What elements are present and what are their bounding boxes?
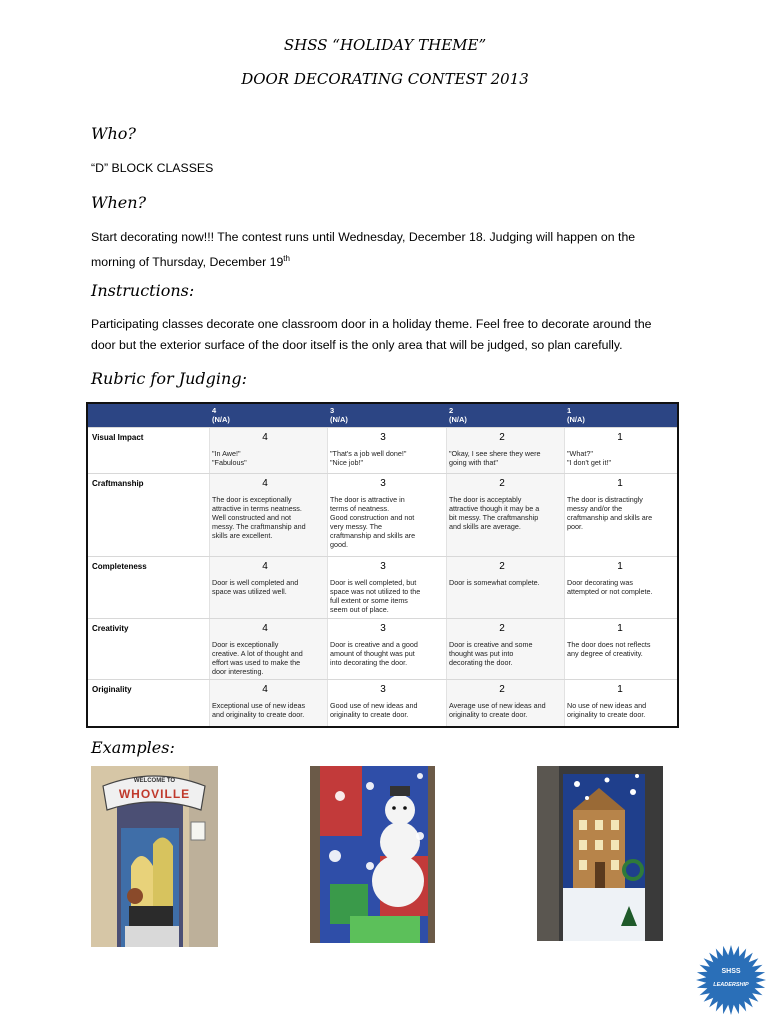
- score-value: 4: [262, 432, 268, 443]
- column-header-3: 3 (N/A): [330, 406, 348, 424]
- criterion-name: Originality: [92, 685, 132, 694]
- score-description-line: "Fabulous": [212, 458, 247, 467]
- when-line-2: morning of Thursday, December 19th: [91, 254, 290, 270]
- score-description-line: bit messy. The craftmanship: [449, 513, 539, 522]
- score-description-line: any degree of creativity.: [567, 649, 643, 658]
- score-value: 1: [617, 561, 623, 572]
- logo-top-text: SHSS: [721, 968, 741, 975]
- score-description-line: Good use of new ideas and: [330, 701, 418, 710]
- column-header-1: 1 (N/A): [567, 406, 585, 424]
- when-line-1: Start decorating now!!! The contest runs until Wednesday, December 18. Judging will happen on the: [91, 230, 636, 244]
- instructions-line-2: door but the exterior surface of the door itself is the only area that will be judged, so plan carefully.: [91, 338, 623, 352]
- column-header-4: 4 (N/A): [212, 406, 230, 424]
- score-description-line: originality to create door.: [567, 710, 646, 719]
- score-value: 3: [380, 684, 386, 695]
- score-value: 1: [617, 478, 623, 489]
- score-description-line: "That's a job well done!": [330, 449, 407, 458]
- score-value: 2: [499, 684, 505, 695]
- score-description-line: "Okay, I see shere they were: [449, 449, 541, 458]
- score-description-line: Door is well completed and: [212, 578, 299, 587]
- superscript-th: th: [283, 254, 290, 263]
- score-description-line: Door decorating was: [567, 578, 633, 587]
- score-description-line: into decorating the door.: [330, 658, 408, 667]
- rubric-row: [88, 473, 677, 557]
- score-value: 4: [262, 561, 268, 572]
- criterion-name: Visual Impact: [92, 433, 144, 442]
- score-value: 1: [617, 432, 623, 443]
- score-description-line: Door is creative and a good: [330, 640, 418, 649]
- who-text: “D” BLOCK CLASSES: [91, 161, 214, 175]
- rubric-heading: Rubric for Judging:: [91, 369, 247, 388]
- title-line-1: SHSS “HOLIDAY THEME”: [283, 36, 487, 54]
- whoville-sign-top: WELCOME TO: [133, 778, 176, 784]
- score-value: 3: [380, 432, 386, 443]
- score-description-line: craftmanship and skills are: [567, 513, 653, 522]
- score-description-line: good.: [330, 540, 348, 549]
- score-description-line: thought was put into: [449, 649, 514, 658]
- score-value: 4: [262, 478, 268, 489]
- score-description-line: Door is well completed, but: [330, 578, 417, 587]
- score-description-line: Good construction and not: [330, 513, 415, 522]
- score-description-line: "Nice job!": [330, 458, 364, 467]
- score-description-line: "What?": [567, 449, 593, 458]
- score-value: 4: [262, 684, 268, 695]
- criterion-name: Completeness: [92, 562, 147, 571]
- instructions-heading: Instructions:: [91, 281, 195, 300]
- score-description-line: effort was used to make the: [212, 658, 301, 667]
- instructions-line-1: Participating classes decorate one classroom door in a holiday theme. Feel free to decorate around the: [91, 317, 652, 331]
- score-description-line: originality to create door.: [449, 710, 528, 719]
- score-description-line: "I don't get it!": [567, 458, 612, 467]
- score-description-line: originality to create door.: [330, 710, 409, 719]
- examples-heading: Examples:: [91, 738, 175, 757]
- rubric-row: [88, 679, 677, 728]
- score-description-line: Door is exceptionally: [212, 640, 279, 649]
- score-description-line: attractive though it may be a: [449, 504, 540, 513]
- score-description-line: amount of thought was put: [330, 649, 415, 658]
- score-value: 2: [499, 478, 505, 489]
- score-description-line: seem out of place.: [330, 605, 389, 614]
- score-value: 2: [499, 623, 505, 634]
- score-description-line: skills are excellent.: [212, 531, 273, 540]
- column-header-2: 2 (N/A): [449, 406, 467, 424]
- logo-bottom-text: LEADERSHIP: [713, 982, 749, 988]
- score-description-line: door interesting.: [212, 667, 264, 676]
- score-value: 1: [617, 623, 623, 634]
- shss-leadership-logo: [695, 944, 767, 1016]
- score-description-line: going with that": [449, 458, 498, 467]
- score-description-line: Door is creative and some: [449, 640, 533, 649]
- score-description-line: poor.: [567, 522, 583, 531]
- score-value: 3: [380, 561, 386, 572]
- score-description-line: attempted or not complete.: [567, 587, 653, 596]
- criterion-name: Craftmanship: [92, 479, 144, 488]
- score-description-line: The door is acceptably: [449, 495, 522, 504]
- rubric-row: [88, 427, 677, 474]
- who-heading: Who?: [91, 124, 136, 143]
- rubric-header: [88, 404, 677, 427]
- rubric-row: [88, 556, 677, 619]
- score-description-line: No use of new ideas and: [567, 701, 647, 710]
- score-description-line: The door is exceptionally: [212, 495, 292, 504]
- example-photo-house: [537, 766, 663, 941]
- score-value: 4: [262, 623, 268, 634]
- rubric-row: [88, 618, 677, 680]
- score-description-line: creative. A lot of thought and: [212, 649, 303, 658]
- example-photo-snowman: [310, 766, 435, 943]
- score-description-line: decorating the door.: [449, 658, 513, 667]
- score-value: 3: [380, 623, 386, 634]
- score-value: 3: [380, 478, 386, 489]
- score-description-line: space was not utilized to the: [330, 587, 421, 596]
- score-value: 2: [499, 432, 505, 443]
- score-description-line: attractive in terms neatness.: [212, 504, 302, 513]
- score-description-line: terms of neatness.: [330, 504, 390, 513]
- score-description-line: The door does not reflects: [567, 640, 651, 649]
- score-description-line: very messy. The: [330, 522, 383, 531]
- example-photo-whoville: [91, 766, 218, 947]
- title-line-2: DOOR DECORATING CONTEST 2013: [241, 70, 529, 88]
- score-description-line: Well constructed and not: [212, 513, 291, 522]
- score-description-line: and skills are average.: [449, 522, 521, 531]
- whoville-sign-name: WHOVILLE: [118, 787, 191, 801]
- score-description-line: and originality to create door.: [212, 710, 305, 719]
- score-description-line: Door is somewhat complete.: [449, 578, 540, 587]
- score-value: 1: [617, 684, 623, 695]
- rubric-table: [86, 402, 679, 728]
- score-description-line: "In Awe!": [212, 449, 241, 458]
- score-description-line: space was utilized well.: [212, 587, 287, 596]
- score-description-line: messy and/or the: [567, 504, 623, 513]
- score-description-line: The door is attractive in: [330, 495, 405, 504]
- score-description-line: messy. The craftmanship and: [212, 522, 306, 531]
- criterion-name: Creativity: [92, 624, 129, 633]
- when-heading: When?: [91, 193, 147, 212]
- score-description-line: full extent or some items: [330, 596, 408, 605]
- score-description-line: Average use of new ideas and: [449, 701, 546, 710]
- score-description-line: Exceptional use of new ideas: [212, 701, 306, 710]
- score-value: 2: [499, 561, 505, 572]
- when-text: [91, 227, 681, 273]
- score-description-line: The door is distractingly: [567, 495, 643, 504]
- instructions-text: [91, 314, 681, 356]
- score-description-line: craftmanship and skills are: [330, 531, 416, 540]
